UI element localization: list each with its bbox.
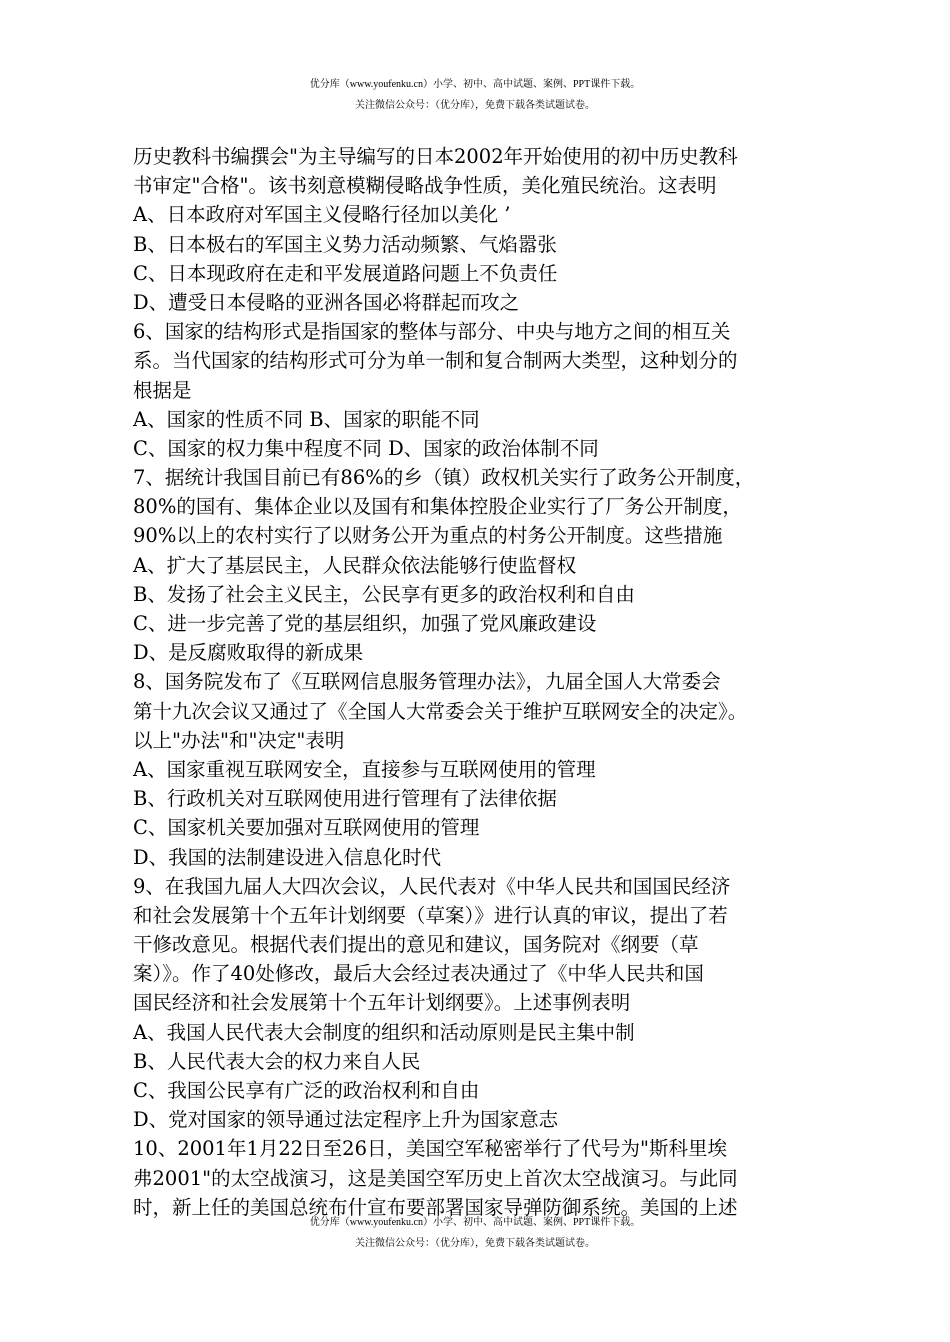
text-line: B、行政机关对互联网使用进行管理有了法律依据 — [133, 787, 557, 811]
text-line: D、是反腐败取得的新成果 — [133, 641, 364, 665]
text-line: 6、国家的结构形式是指国家的整体与部分、中央与地方之间的相互关 — [133, 320, 731, 344]
text-line: 和社会发展第十个五年计划纲要（草案）》进行认真的审议，提出了若 — [133, 903, 728, 927]
text-line: 干修改意见。根据代表们提出的意见和建议，国务院对《纲要（草 — [133, 933, 699, 957]
text-line: 第十九次会议又通过了《全国人大常委会关于维护互联网安全的决定》。 — [133, 699, 748, 723]
text-line: 时，新上任的美国总统布什宣布要部署国家导弹防御系统。美国的上述 — [133, 1195, 738, 1219]
header-line-2: 关注微信公众号：（优分库），免费下载各类试题试卷。 — [355, 100, 595, 111]
page-footer — [0, 1212, 950, 1254]
text-line: C、进一步完善了党的基层组织，加强了党风廉政建设 — [133, 612, 597, 635]
text-line: 10、2001年1月22日至26日，美国空军秘密举行了代号为"斯科里埃 — [133, 1137, 727, 1161]
text-line: A、日本政府对军国主义侵略行径加以美化 ’ — [133, 203, 511, 227]
footer-line-2: 关注微信公众号：（优分库），免费下载各类试题试卷。 — [355, 1238, 595, 1249]
text-line: B、发扬了社会主义民主，公民享有更多的政治权利和自由 — [133, 582, 635, 606]
text-line: D、我国的法制建设进入信息化时代 — [133, 845, 442, 869]
text-line: A、我国人民代表大会制度的组织和活动原则是民主集中制 — [133, 1020, 635, 1044]
header-line-1: 优分库（www.youfenku.cn）小学、初中、高中试题、案例、PPT课件下载。 — [309, 79, 641, 90]
text-line: C、国家的权力集中程度不同 D、国家的政治体制不同 — [133, 436, 599, 460]
text-line: B、人民代表大会的权力来自人民 — [133, 1049, 421, 1073]
text-line: 9、在我国九届人大四次会议，人民代表对《中华人民共和国国民经济 — [133, 874, 731, 898]
text-line: 弗2001"的太空战演习，这是美国空军历史上首次太空战演习。与此同 — [133, 1166, 738, 1190]
text-line: 80%的国有、集体企业以及国有和集体控股企业实行了厂务公开制度， — [133, 495, 742, 519]
text-line: 历史教科书编撰会"为主导编写的日本2002年开始使用的初中历史教科 — [133, 145, 738, 168]
text-line: B、日本极右的军国主义势力活动频繁、气焰嚣张 — [133, 232, 557, 256]
text-line: A、国家重视互联网安全，直接参与互联网使用的管理 — [133, 757, 596, 781]
document-body — [133, 142, 833, 1222]
text-line: 8、国务院发布了《互联网信息服务管理办法》，九届全国人大常委会 — [133, 670, 721, 694]
text-line: D、党对国家的领导通过法定程序上升为国家意志 — [133, 1108, 559, 1132]
text-line: C、日本现政府在走和平发展道路问题上不负责任 — [133, 261, 558, 285]
text-line: 书审定"合格"。该书刻意模糊侵略战争性质，美化殖民统治。这表明 — [133, 174, 717, 198]
text-line: 案）》。作了40处修改，最后大会经过表决通过了《中华人民共和国 — [133, 962, 704, 986]
text-line: 系。当代国家的结构形式可分为单一制和复合制两大类型，这种划分的 — [133, 349, 738, 373]
text-line: 根据是 — [133, 378, 192, 402]
text-line: 国民经济和社会发展第十个五年计划纲要》。上述事例表明 — [133, 991, 631, 1015]
text-line: C、国家机关要加强对互联网使用的管理 — [133, 816, 480, 840]
text-line: D、遭受日本侵略的亚洲各国必将群起而攻之 — [133, 290, 520, 314]
text-line: A、国家的性质不同 B、国家的职能不同 — [133, 407, 480, 431]
page-header — [0, 74, 950, 116]
text-line: C、我国公民享有广泛的政治权利和自由 — [133, 1079, 480, 1102]
footer-line-1: 优分库（www.youfenku.cn）小学、初中、高中试题、案例、PPT课件下载。 — [309, 1217, 641, 1228]
text-line: 90%以上的农村实行了以财务公开为重点的村务公开制度。这些措施 — [133, 524, 723, 548]
text-line: 以上"办法"和"决定"表明 — [133, 728, 345, 752]
text-line: A、扩大了基层民主，人民群众依法能够行使监督权 — [133, 553, 577, 577]
text-line: 7、据统计我国目前已有86%的乡（镇）政权机关实行了政务公开制度， — [133, 466, 755, 490]
